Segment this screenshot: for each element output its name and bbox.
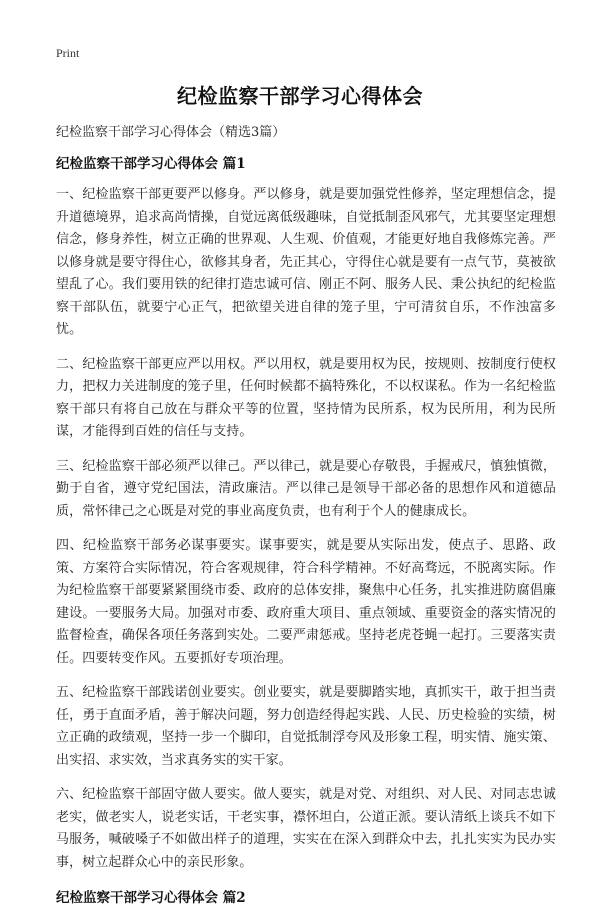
paragraph-5: 五、纪检监察干部践诺创业要实。创业要实，就是要脚踏实地，真抓实干，敢于担当责任，勇于直面矛盾，善于解决问题，努力创造经得起实践、人民、历史检验的实绩，树立正确的政绩观，坚持一步一个脚印，自觉抵制浮夸风及形象工程，明实情、施实策、出实招、求实效，当求真务实的实干家。 xyxy=(56,685,556,768)
document-subtitle: 纪检监察干部学习心得体会（精选3篇） xyxy=(56,125,286,140)
paragraph-4: 四、纪检监察干部务必谋事要实。谋事要实，就是要从实际出发，使点子、思路、政策、方案符合实际情况，符合客观规律，符合科学精神。不好高骛远，不脱离实际。作为纪检监察干部要紧紧围绕市委、政府的总体安排，聚焦中心任务，扎实推进防腐倡廉建设。一要服务大局。加强对市委、政府重大项目、重点领域、重要资金的落实情况的监督检查，确保各项任务落到实处。二要严肃惩戒。坚持老虎苍蝇一起打。三要落实责任。四要转变作风。五要抓好专项治理。 xyxy=(56,538,556,666)
page-title: 纪检监察干部学习心得体会 xyxy=(177,84,423,108)
document-body xyxy=(56,146,556,918)
section-heading-1: 纪检监察干部学习心得体会 篇1 xyxy=(56,156,246,172)
paragraph-1: 一、纪检监察干部更要严以修身。严以修身，就是要加强党性修养，坚定理想信念，提升道德境界，追求高尚情操，自觉远离低级趣味，自觉抵制歪风邪气，尤其要坚定理想信念，修身养性，树立正确的世界观、人生观、价值观，才能更好地自我修炼完善。严以修身就是要守得住心，欲修其身者，先正其心，守得住心就是要有一点气节，莫被欲望乱了心。我们要用铁的纪律打造忠诚可信、刚正不阿、服务人民、秉公执纪的纪检监察干部队伍，就要宁心正气，把欲望关进自律的笼子里，宁可清贫自乐，不作浊富多忧。 xyxy=(56,187,556,337)
paragraph-3: 三、纪检监察干部必须严以律己。严以律己，就是要心存敬畏，手握戒尺，慎独慎微，勤于自省，遵守党纪国法，清政廉洁。严以律己是领导干部必备的思想作风和道德品质，常怀律己之心既是对党的事业高度负责，也有利于个人的健康成长。 xyxy=(56,458,556,519)
section-heading-2: 纪检监察干部学习心得体会 篇2 xyxy=(56,890,246,906)
paragraph-2: 二、纪检监察干部更应严以用权。严以用权，就是要用权为民，按规则、按制度行使权力，把权力关进制度的笼子里，任何时候都不搞特殊化，不以权谋私。作为一名纪检监察干部只有将自己放在与群众平等的位置，坚持情为民所系，权为民所用，利为民所谋，才能得到百姓的信任与支持。 xyxy=(56,356,556,439)
paragraph-6: 六、纪检监察干部固守做人要实。做人要实，就是对党、对组织、对人民、对同志忠诚老实，做老实人，说老实话，干老实事，襟怀坦白，公道正派。要认清纸上谈兵不如下马服务，喊破嗓子不如做出样子的道理，实实在在深入到群众中去，扎扎实实为民办实事，树立起群众心中的亲民形象。 xyxy=(56,787,556,870)
print-link[interactable]: Print xyxy=(56,46,80,60)
